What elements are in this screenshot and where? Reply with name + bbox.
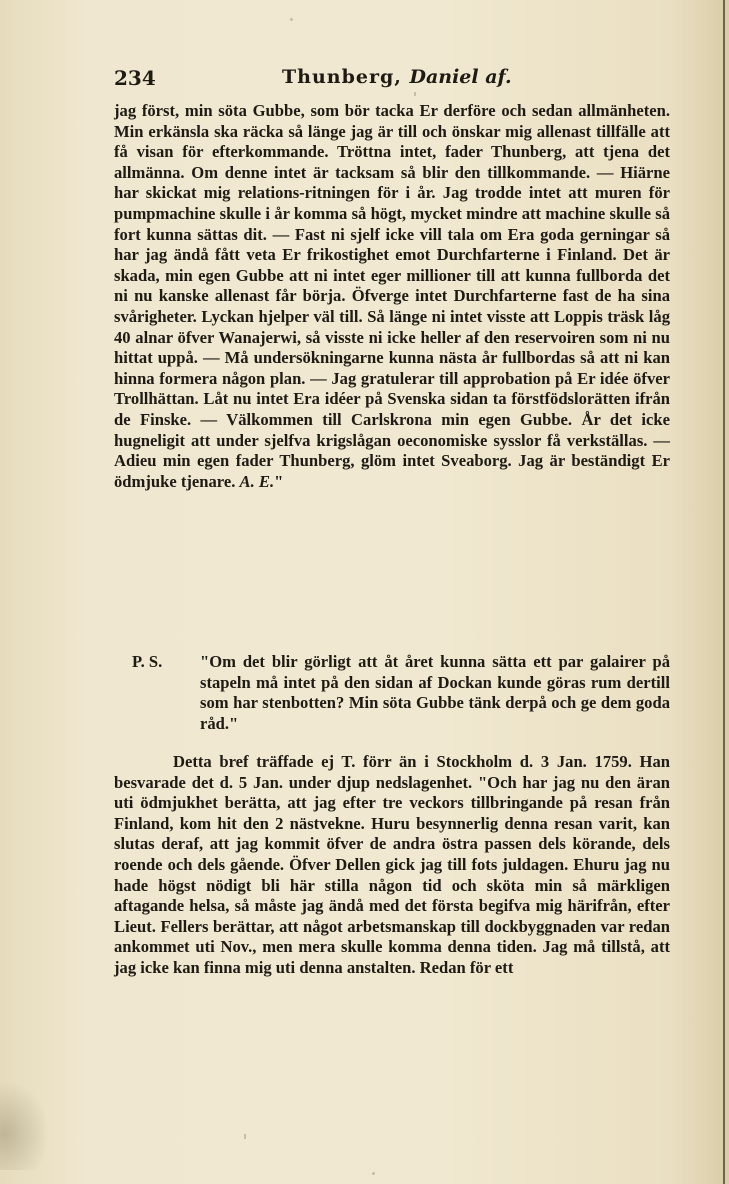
running-head	[282, 66, 512, 88]
letter-text: jag först, min söta Gubbe, som bör tacka Er derföre och sedan allmänheten. Min erkänsla ska räcka så länge jag är till och önskar mig allenast tillfälle att få visan för efterkommande. Tröttna intet, fader Thunberg, att tjena det allmänna. Om denne intet är tacksam så blir den tillkommande. — Hiärne har skickat mig relations-ritningen för i år. Jag trodde intet att muren för pumpmachine skulle i år komma så högt, mycket mindre att machine skulle så fort kunna sättas dit. — Fast ni sjelf icke vill tala om Era goda gerningar så har jag ändå fått veta Er frikostighet emot Durchfarterne i Finland. Det är skada, min egen Gubbe att ni intet eger millioner till att kunna fullborda det ni nu kanske allenast får börja. Öfverge intet Durchfarterne fast de ha sina svårigheter. Lyckan hjelper väl till. Så länge ni intet visste att Loppis träsk låg 40 alnar öfver Wanajerwi, så visste ni icke heller af den reservoiren som ni nu hittat uppå. — Må undersökningarne kunna nästa år fullbordas så att ni kan hinna formera någon plan. — Jag gratulerar till approbation på Er idée öfver Trollhättan. Låt nu intet Era idéer på Svenska sidan ta förstfödslorätten ifrån de Finske. — Välkommen till Carlskrona min egen Gubbe. År det icke hugneligit att under sjelfva krigslågan oeconomiske sysslor få verkställas. — Adieu min egen fader Thunberg, glöm intet Sveaborg. Jag är beständigt Er ödmjuke tjenare.	[114, 101, 670, 491]
letter-paragraph	[114, 101, 670, 492]
postscript-label: P. S.	[132, 652, 163, 671]
page-speck	[372, 1172, 375, 1175]
page-number: 234	[114, 66, 156, 90]
postscript-text: "Om det blir görligt att åt året kunna sätta ett par galairer på stapeln må intet på den sidan af Dockan kunde göras rum dertill som har stenbotten? Min söta Gubbe tänk derpå och ge dem goda råd."	[200, 652, 670, 733]
page-speck	[290, 18, 293, 21]
narrative-paragraph	[114, 752, 670, 979]
postscript	[114, 652, 670, 734]
narrative-text: Detta bref träffade ej T. förr än i Stockholm d. 3 Jan. 1759. Han besvarade det d. 5 Jan. under djup nedslagenhet. "Och har jag nu den äran uti ödmjukhet berätta, att jag efter tre veckors tillbringande på resan från Finland, kom hit den 2 nästvekne. Huru besynnerlig denna resan varit, kan slutas deraf, att jag kommit öfver de andra östra passen dels körande, dels roende och dels gående. Öfver Dellen gick jag till fots juldagen. Ehuru jag nu hade högst nödigt bli här stilla någon tid och sköta min så märkligen aftagande helsa, så måste jag ändå med det första begifva mig härifrån, efter Lieut. Fellers berättar, att något arbetsmanskap till dockbyggnaden var redan ankommet uti Nov., men mera skulle komma denna tiden. Jag må tillstå, att jag icke kan finna mig uti denna anstalten. Redan för ett	[114, 752, 670, 977]
running-head-italic: Daniel af.	[409, 66, 512, 88]
signature-close-quote: "	[274, 471, 284, 491]
letter-signature: A. E.	[239, 471, 275, 491]
page-speck	[414, 92, 416, 96]
page-stain	[0, 1080, 50, 1170]
page-speck	[244, 1134, 246, 1139]
page-header	[114, 66, 670, 92]
page-edge-shadow	[723, 0, 725, 1184]
running-head-name: Thunberg,	[282, 66, 410, 88]
